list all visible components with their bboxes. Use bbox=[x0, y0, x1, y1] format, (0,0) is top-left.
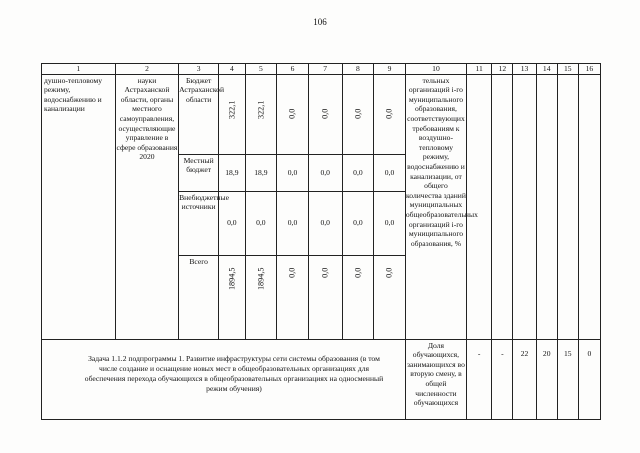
cell-empty bbox=[578, 74, 600, 339]
cell-funding-source: Внебюджетные источники bbox=[179, 191, 219, 255]
col-header: 14 bbox=[536, 64, 557, 75]
cell-value: 322,1 bbox=[245, 74, 277, 154]
col-header: 2 bbox=[115, 64, 178, 75]
cell-value-lower: 0 bbox=[578, 339, 600, 419]
cell-value: 0,0 bbox=[245, 191, 277, 255]
cell-value: 0,0 bbox=[342, 191, 374, 255]
cell-value: 0,0 bbox=[308, 154, 342, 191]
cell-value: 0,0 bbox=[374, 255, 406, 339]
header-row bbox=[42, 64, 601, 75]
task-description: Задача 1.1.2 подпрограммы 1. Развитие инфраструктуры сети системы образования (в том числе создание и оснащение новых мест в общеобразовательных организациях для обеспечения перехода обучающихся в общеобразовательных организациях на односменный режим обучения) bbox=[84, 354, 384, 393]
cell-value: 0,0 bbox=[342, 154, 374, 191]
cell-empty bbox=[492, 74, 513, 339]
cell-value-lower: 22 bbox=[513, 339, 536, 419]
cell-funding-source: Местный бюджет bbox=[179, 154, 219, 191]
cell-funding-source: Бюджет Астраханской области bbox=[179, 74, 219, 154]
col-header: 5 bbox=[245, 64, 277, 75]
col-header: 7 bbox=[308, 64, 342, 75]
cell-value: 0,0 bbox=[308, 255, 342, 339]
cell-value: 18,9 bbox=[245, 154, 277, 191]
col-header: 15 bbox=[557, 64, 578, 75]
cell-value: 1894,5 bbox=[219, 255, 245, 339]
col-header: 16 bbox=[578, 64, 600, 75]
cell-indicator: тельных организаций i-го муниципального образования, соответствующих требованиям к воздушно-тепловому режиму, водоснабжению и канализации, от общего количества зданий муниципальных общеобразовательных организаций i-го муниципального образования, % bbox=[405, 74, 466, 339]
page-number: 106 bbox=[313, 17, 327, 27]
cell-executor: науки Астраханской области, органы местного самоуправления, осуществляющие управление в сфере образования 2020 bbox=[115, 74, 178, 339]
document-table-area bbox=[41, 63, 601, 453]
cell-value: 0,0 bbox=[374, 191, 406, 255]
col-header: 9 bbox=[374, 64, 406, 75]
cell-event-name: душно-тепловому режиму, водоснабжению и канализации bbox=[42, 74, 116, 339]
cell-value: 0,0 bbox=[219, 191, 245, 255]
col-header: 4 bbox=[219, 64, 245, 75]
cell-value: 18,9 bbox=[219, 154, 245, 191]
cell-value: 0,0 bbox=[308, 74, 342, 154]
cell-indicator-lower: Доля обучающихся, занимающихся во вторую смену, в общей численности обучающихся bbox=[405, 339, 466, 419]
cell-value: 0,0 bbox=[277, 74, 309, 154]
col-header: 8 bbox=[342, 64, 374, 75]
cell-value: 0,0 bbox=[277, 255, 309, 339]
cell-value: 0,0 bbox=[342, 255, 374, 339]
cell-value: 0,0 bbox=[342, 74, 374, 154]
cell-value-lower: 15 bbox=[557, 339, 578, 419]
col-header: 3 bbox=[179, 64, 219, 75]
cell-value: 0,0 bbox=[374, 74, 406, 154]
col-header: 6 bbox=[277, 64, 309, 75]
cell-funding-source: Всего bbox=[179, 255, 219, 339]
cell-value: 0,0 bbox=[374, 154, 406, 191]
col-header: 13 bbox=[513, 64, 536, 75]
cell-value: 0,0 bbox=[277, 191, 309, 255]
cell-empty bbox=[557, 74, 578, 339]
cell-value-lower: - bbox=[467, 339, 492, 419]
cell-value-lower: - bbox=[492, 339, 513, 419]
col-header: 1 bbox=[42, 64, 116, 75]
cell-value-lower: 20 bbox=[536, 339, 557, 419]
cell-value: 1894,5 bbox=[245, 255, 277, 339]
cell-value: 0,0 bbox=[277, 154, 309, 191]
cell-empty bbox=[467, 74, 492, 339]
table-row bbox=[42, 74, 601, 154]
cell-empty bbox=[536, 74, 557, 339]
cell-value: 322,1 bbox=[219, 74, 245, 154]
col-header: 10 bbox=[405, 64, 466, 75]
cell-empty bbox=[513, 74, 536, 339]
col-header: 11 bbox=[467, 64, 492, 75]
cell-value: 0,0 bbox=[308, 191, 342, 255]
col-header: 12 bbox=[492, 64, 513, 75]
